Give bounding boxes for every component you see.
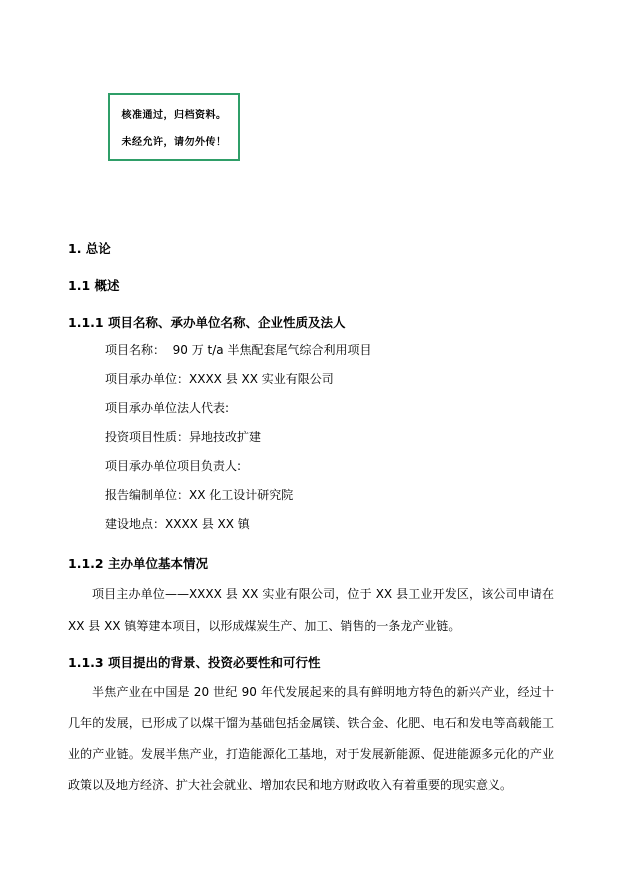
info-line-investment-nature: 投资项目性质：异地技改扩建 [105, 430, 262, 444]
info-line-undertaking-unit: 项目承办单位：XXXX 县 XX 实业有限公司 [105, 372, 334, 386]
document-content [68, 242, 554, 801]
stamp-line-1: 核准通过，归档资料。 [121, 110, 227, 122]
heading-1-1-1-project-names: 1.1.1 项目名称、承办单位名称、企业性质及法人 [68, 315, 346, 330]
project-info-list [68, 336, 554, 539]
paragraph-host-unit: 项目主办单位——XXXX 县 XX 实业有限公司，位于 XX 县工业开发区，该公司申请在 XX 县 XX 镇筹建本项目，以形成煤炭生产、加工、销售的一条龙产业链。 [68, 587, 554, 633]
paragraph-background: 半焦产业在中国是 20 世纪 90 年代发展起来的具有鲜明地方特色的新兴产业，经过十几年的发展，已形成了以煤干馏为基础包括金属镁、铁合金、化肥、电石和发电等高载能工业的产业链。发展半焦产业，打造能源化工基地，对于发展新能源、促进能源多元化的产业政策以及地方经济、扩大社会就业、增加农民和地方财政收入有着重要的现实意义。 [68, 685, 554, 792]
info-line-report-compiler: 报告编制单位：XX 化工设计研究院 [105, 488, 294, 502]
info-line-legal-representative: 项目承办单位法人代表: [105, 401, 230, 415]
info-line-project-leader: 项目承办单位项目负责人: [105, 459, 242, 473]
approval-stamp-box [108, 93, 240, 161]
heading-1-1-2-host-unit: 1.1.2 主办单位基本情况 [68, 556, 208, 571]
heading-1-general: 1. 总论 [68, 241, 111, 256]
heading-1-1-overview: 1.1 概述 [68, 278, 120, 293]
heading-1-1-3-background: 1.1.3 项目提出的背景、投资必要性和可行性 [68, 655, 321, 670]
stamp-line-2: 未经允许，请勿外传！ [121, 136, 227, 148]
info-line-project-name: 项目名称： 90 万 t/a 半焦配套尾气综合利用项目 [105, 343, 372, 357]
info-line-construction-site: 建设地点：XXXX 县 XX 镇 [105, 517, 250, 531]
